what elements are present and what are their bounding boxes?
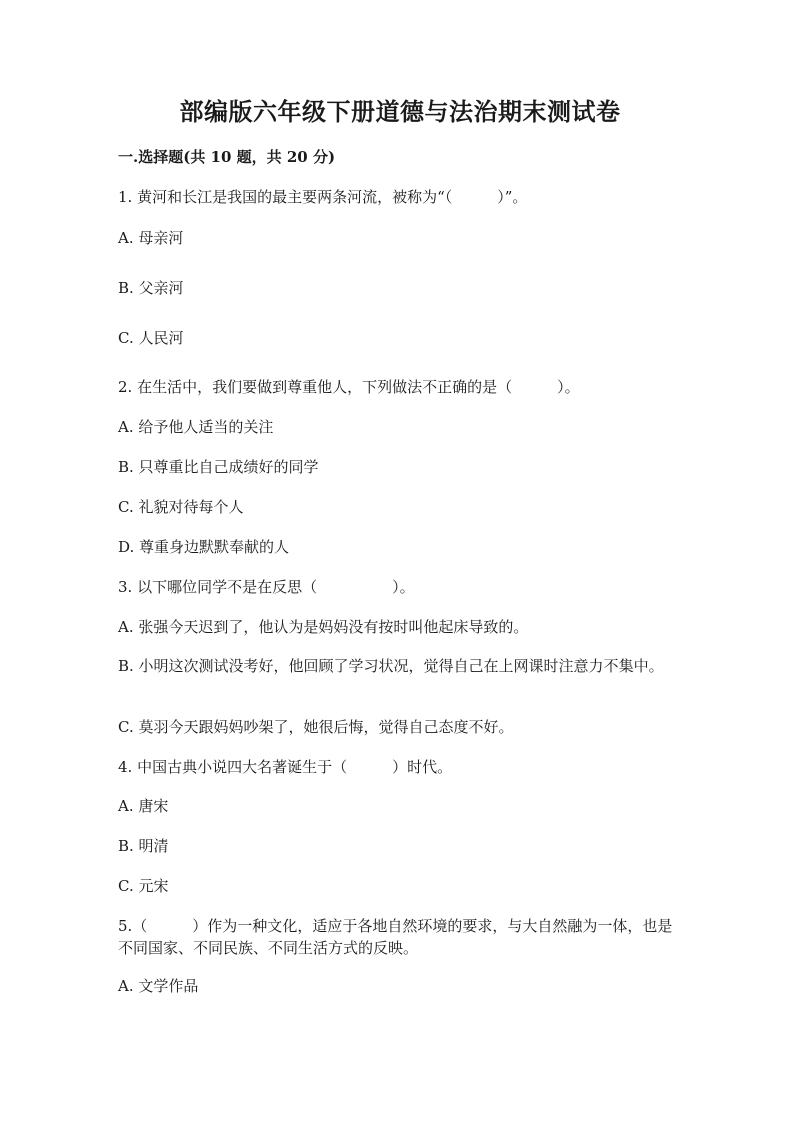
page-title: 部编版六年级下册道德与法治期末测试卷 <box>179 97 621 126</box>
option-c: C. 人民河 <box>118 329 184 347</box>
option-b: B. 小明这次测试没考好，他回顾了学习状况，觉得自己在上网课时注意力不集中。 <box>118 657 664 675</box>
option-a: A. 母亲河 <box>118 229 184 247</box>
option-a: A. 张强今天迟到了，他认为是妈妈没有按时叫他起床导致的。 <box>118 618 529 636</box>
option-a: A. 唐宋 <box>118 797 169 815</box>
question-stem: 5.（ ）作为一种文化，适应于各地自然环境的要求，与大自然融为一体，也是不同国家、不同民族、不同生活方式的反映。 <box>118 917 673 957</box>
option-b: B. 只尊重比自己成绩好的同学 <box>118 458 319 476</box>
section-heading: 一.选择题(共 10 题，共 20 分) <box>118 148 336 166</box>
option-b: B. 明清 <box>118 837 169 855</box>
option-a: A. 文学作品 <box>118 977 199 995</box>
option-c: C. 元宋 <box>118 877 169 895</box>
question-stem: 3. 以下哪位同学不是在反思（ ）。 <box>118 578 415 596</box>
question-stem: 2. 在生活中，我们要做到尊重他人，下列做法不正确的是（ ）。 <box>118 378 580 396</box>
question-stem: 4. 中国古典小说四大名著诞生于（ ）时代。 <box>118 758 453 776</box>
option-c: C. 莫羽今天跟妈妈吵架了，她很后悔，觉得自己态度不好。 <box>118 718 514 736</box>
question-stem: 1. 黄河和长江是我国的最主要两条河流，被称为“（ ）”。 <box>118 188 528 206</box>
option-a: A. 给予他人适当的关注 <box>118 418 274 436</box>
option-b: B. 父亲河 <box>118 279 184 297</box>
option-d: D. 尊重身边默默奉献的人 <box>118 538 290 556</box>
option-c: C. 礼貌对待每个人 <box>118 498 244 516</box>
